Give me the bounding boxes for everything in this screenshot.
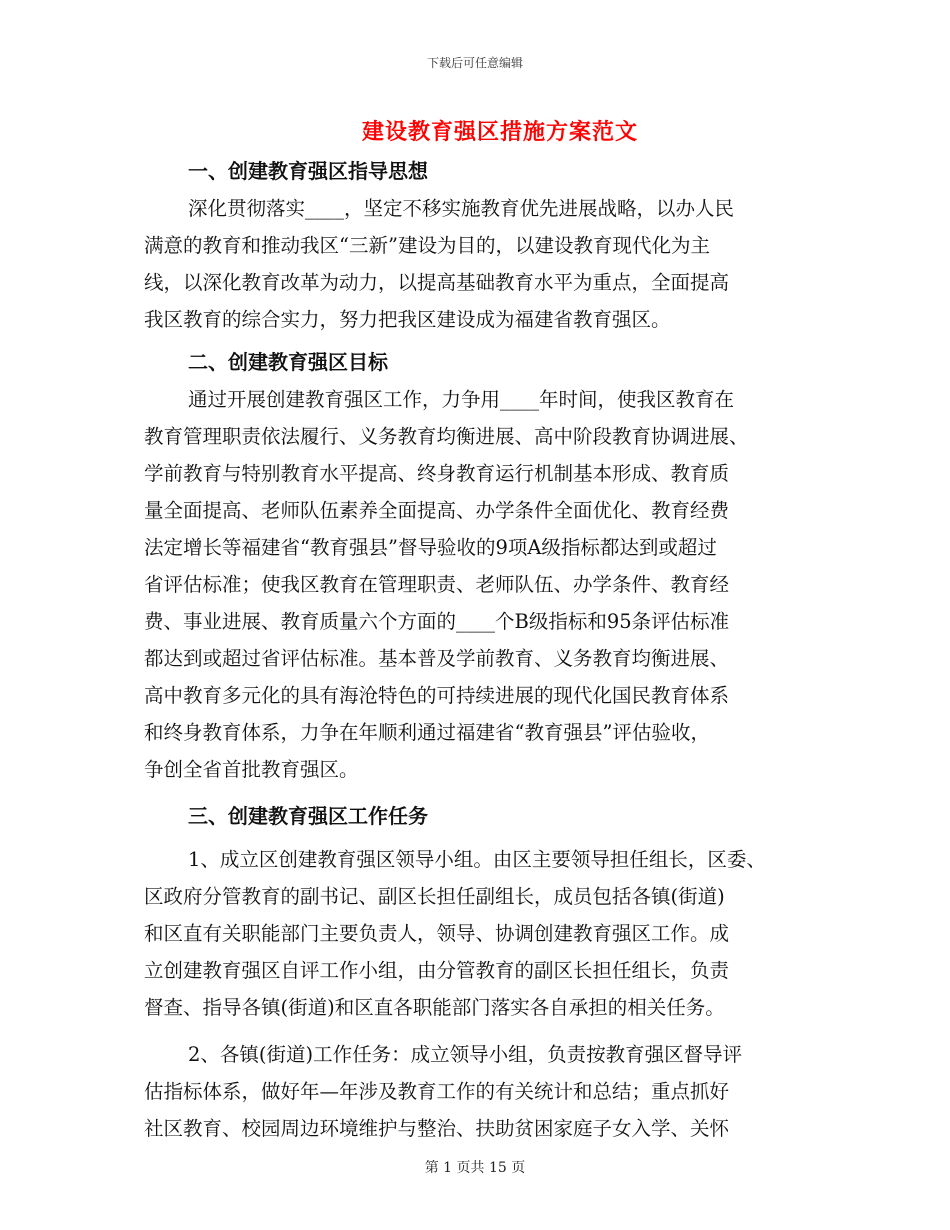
paragraph xyxy=(144,1036,824,1147)
paragraph-line: 省评估标准；使我区教育在管理职责、老师队伍、办学条件、教育经 xyxy=(144,573,730,596)
section-heading-2: 二、创建教育强区目标 xyxy=(188,350,388,374)
section-heading-3: 三、创建教育强区工作任务 xyxy=(188,804,428,828)
paragraph-line: 我区教育的综合实力，努力把我区建设成为福建省教育强区。 xyxy=(144,308,671,331)
paragraph-line: 费、事业进展、教育质量六个方面的____个B级指标和95条评估标准 xyxy=(144,610,730,633)
document-title: 建设教育强区措施方案范文 xyxy=(361,119,638,145)
paragraph-line: 2、各镇(街道)工作任务：成立领导小组，负责按教育强区督导评 xyxy=(188,1043,743,1066)
paragraph-line: 学前教育与特别教育水平提高、终身教育运行机制基本形成、教育质 xyxy=(144,462,730,485)
paragraph-line: 社区教育、校园周边环境维护与整治、扶助贫困家庭子女入学、关怀 xyxy=(144,1117,730,1140)
paragraph-line: 深化贯彻落实____，坚定不移实施教育优先进展战略，以办人民 xyxy=(188,197,735,220)
document-body xyxy=(144,153,824,1147)
paragraph-line: 高中教育多元化的具有海沧特色的可持续进展的现代化国民教育体系 xyxy=(144,684,730,707)
paragraph xyxy=(144,381,824,788)
paragraph-line: 区政府分管教育的副书记、副区长担任副组长，成员包括各镇(街道) xyxy=(144,885,725,908)
header-note: 下载后可任意编辑 xyxy=(426,56,523,70)
paragraph-line: 都达到或超过省评估标准。基本普及学前教育、义务教育均衡进展、 xyxy=(144,647,730,670)
paragraph-line: 督查、指导各镇(街道)和区直各职能部门落实各自承担的相关任务。 xyxy=(144,996,725,1019)
paragraph-line: 法定增长等福建省“教育强县”督导验收的9项A级指标都达到或超过 xyxy=(144,536,717,559)
paragraph-line: 满意的教育和推动我区“三新”建设为目的，以建设教育现代化为主 xyxy=(144,234,710,257)
paragraph xyxy=(144,190,824,338)
paragraph-line: 争创全省首批教育强区。 xyxy=(144,758,359,781)
paragraph xyxy=(144,841,824,1026)
paragraph-line: 量全面提高、老师队伍素养全面提高、办学条件全面优化、教育经费 xyxy=(144,499,730,522)
paragraph-line: 和终身教育体系，力争在年顺利通过福建省“教育强县”评估验收， xyxy=(144,721,710,744)
paragraph-line: 立创建教育强区自评工作小组，由分管教育的副区长担任组长，负责 xyxy=(144,959,730,982)
paragraph-line: 通过开展创建教育强区工作，力争用____年时间，使我区教育在 xyxy=(188,388,735,411)
paragraph-line: 和区直有关职能部门主要负责人，领导、协调创建教育强区工作。成 xyxy=(144,922,730,945)
paragraph-line: 线，以深化教育改革为动力，以提高基础教育水平为重点，全面提高 xyxy=(144,271,730,294)
page-footer: 第 1 页共 15 页 xyxy=(424,1160,526,1176)
paragraph-line: 教育管理职责依法履行、义务教育均衡进展、高中阶段教育协调进展、 xyxy=(144,425,749,448)
paragraph-line: 估指标体系，做好年—年涉及教育工作的有关统计和总结；重点抓好 xyxy=(144,1080,730,1103)
section-heading-1: 一、创建教育强区指导思想 xyxy=(188,159,428,183)
paragraph-line: 1、成立区创建教育强区领导小组。由区主要领导担任组长，区委、 xyxy=(188,848,766,871)
